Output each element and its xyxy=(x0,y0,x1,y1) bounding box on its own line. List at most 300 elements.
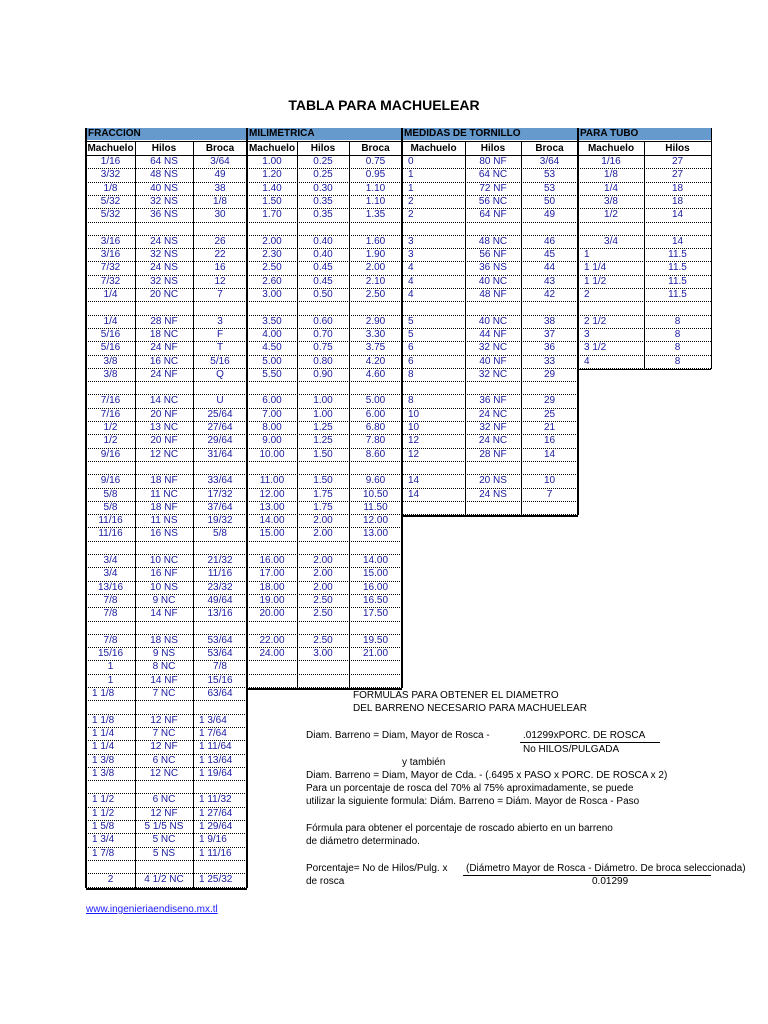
milimetrica_rows-cell: 14.00 xyxy=(259,515,285,527)
milimetrica_rows-cell: 3.75 xyxy=(365,342,386,354)
fraccion-left-border xyxy=(85,128,87,888)
milimetrica_rows-cell: 0.60 xyxy=(313,315,333,327)
fraccion-right-border xyxy=(246,128,248,888)
tornillo_rows-cell: 42 xyxy=(543,289,556,300)
milimetrica_rows-cell: 19.00 xyxy=(259,594,285,606)
milimetrica-right-border xyxy=(401,128,403,688)
formula-5-numerator: (Diámetro Mayor de Rosca - Diámetro. De broca seleccionada) xyxy=(466,863,746,874)
fraccion_rows-cell xyxy=(193,622,247,635)
fraccion_rows-cell: 7/8 xyxy=(213,661,227,673)
fraccion_rows-cell xyxy=(86,382,135,395)
fraccion_rows-cell: 29/64 xyxy=(207,435,233,447)
tornillo_rows-cell: 14 xyxy=(408,488,420,500)
fraccion_rows-cell: 24 NS xyxy=(150,235,178,247)
tornillo_rows-cell: 24 NS xyxy=(479,488,507,500)
fraccion_rows-cell: 1 3/8 xyxy=(92,767,115,779)
tubo_rows-cell xyxy=(578,302,644,315)
fraccion_rows-cell: 49/64 xyxy=(207,594,233,606)
tubo_rows-cell xyxy=(644,302,711,315)
fraccion_rows-cell: 19/32 xyxy=(207,515,233,527)
tornillo_rows-cell: 64 NF xyxy=(479,209,507,221)
tubo_rows-cell: 3/8 xyxy=(604,195,618,207)
tubo_rows-cell: 1/2 xyxy=(604,209,618,221)
milimetrica_rows-cell: 0.35 xyxy=(313,209,333,221)
milimetrica_rows-cell: 6.00 xyxy=(262,395,282,407)
formula-1-numerator: .01299xPORC. DE ROSCA xyxy=(523,730,646,741)
tornillo_rows-cell: 56 NC xyxy=(478,195,508,207)
fraccion_rows-cell: 5/8 xyxy=(103,488,118,500)
tornillo_rows-cell xyxy=(465,223,521,236)
fraccion_rows-cell xyxy=(86,542,135,555)
tornillo_rows-cell: 7 xyxy=(546,488,553,500)
tubo_rows-cell: 1 xyxy=(584,249,590,261)
milimetrica_rows-cell: 0.40 xyxy=(313,249,333,261)
milimetrica_rows-cell: 16.00 xyxy=(362,581,389,593)
fraccion_rows-cell xyxy=(193,382,247,395)
tornillo_rows-cell: 2 xyxy=(408,195,414,207)
tornillo_rows-cell: 40 NC xyxy=(478,315,508,327)
formula-3-line-1: Para un porcentaje de rosca del 70% al 75% aproximadamente, se puede xyxy=(306,783,634,794)
fraccion_rows-cell: 1 29/64 xyxy=(199,821,233,832)
fraccion_rows-cell: 13 NC xyxy=(149,422,179,433)
milimetrica_rows-cell: 4.20 xyxy=(365,355,386,367)
milimetrica_rows-cell: 10.00 xyxy=(259,448,285,460)
tornillo_rows-cell: 4 xyxy=(408,289,414,300)
milimetrica_rows-cell: 0.30 xyxy=(313,182,333,194)
milimetrica_rows-cell: 0.45 xyxy=(313,262,333,274)
fraccion-col-divider xyxy=(193,142,194,888)
fraccion_rows-cell: 38 xyxy=(214,182,226,194)
tornillo_rows-cell xyxy=(521,302,578,315)
tornillo_rows-cell xyxy=(402,382,465,395)
fraccion_rows-cell: 5/8 xyxy=(213,528,227,540)
fraccion_rows-cell: 32 NS xyxy=(150,249,178,261)
fraccion_rows-cell: 18 NS xyxy=(150,634,178,646)
milimetrica_rows-cell xyxy=(297,622,349,635)
tubo-bottom-border xyxy=(578,369,711,370)
fraccion_rows-cell: 1 1/2 xyxy=(92,794,115,806)
tornillo_rows-cell: 56 NF xyxy=(479,249,507,261)
milimetrica_rows-cell: 4.60 xyxy=(365,368,386,380)
tornillo_rows-cell: 6 xyxy=(408,355,414,367)
column-header-torn-2: Broca xyxy=(535,143,564,154)
website-link[interactable]: www.ingenieriaendiseno.mx.tl xyxy=(86,904,218,915)
fraccion_rows-cell: 18 NF xyxy=(150,501,178,513)
fraccion_rows-cell xyxy=(135,223,193,236)
fraccion_rows-cell: 1 11/64 xyxy=(199,741,232,753)
tubo_rows-cell: 27 xyxy=(671,156,684,167)
milimetrica_rows-cell: 14.00 xyxy=(362,555,389,566)
tornillo_rows-cell xyxy=(402,502,465,515)
column-header-tubo-1: Hilos xyxy=(665,143,690,154)
fraccion_rows-cell xyxy=(193,302,247,315)
milimetrica_rows-cell: 0.70 xyxy=(313,328,333,340)
fraccion_rows-cell: 16 NC xyxy=(149,355,179,367)
fraccion_rows-cell: 1 13/64 xyxy=(199,754,233,766)
fraccion_rows-cell: 24 NF xyxy=(150,368,178,380)
fraccion_rows-cell: 7/8 xyxy=(103,594,118,606)
column-header-torn-1: Hilos xyxy=(480,143,506,154)
fraccion_rows-cell: 1 1/8 xyxy=(92,714,115,726)
fraccion_rows-cell: 12 NF xyxy=(150,741,178,753)
fraccion_rows-cell: 24 NS xyxy=(150,262,178,274)
formula-1-left: Diam. Barreno = Diam, Mayor de Rosca - xyxy=(306,730,490,741)
tubo_rows-cell: 18 xyxy=(671,182,684,194)
tornillo_rows-cell: 16 xyxy=(543,435,556,447)
fraccion_rows-cell xyxy=(135,462,193,475)
milimetrica_rows-cell xyxy=(297,675,349,688)
milimetrica_rows-cell xyxy=(349,462,402,475)
fraccion_rows-cell: 7/32 xyxy=(100,262,121,274)
milimetrica_rows-cell: 0.75 xyxy=(365,156,386,167)
milimetrica_rows-cell: 22.00 xyxy=(259,634,285,646)
fraccion_rows-cell: 3/4 xyxy=(103,555,118,566)
fraccion_rows-cell: 1 25/32 xyxy=(199,874,233,886)
fraccion_rows-cell: 1 xyxy=(107,674,114,686)
milimetrica_rows-cell xyxy=(247,661,297,674)
milimetrica_rows-cell xyxy=(349,661,402,674)
milimetrica_rows-cell: 3.00 xyxy=(313,648,333,660)
fraccion_rows-cell: 7/16 xyxy=(100,395,121,407)
fraccion_rows-cell: 31/64 xyxy=(207,448,233,460)
tornillo_rows-cell xyxy=(402,462,465,475)
milimetrica_rows-cell xyxy=(247,542,297,555)
tornillo_rows-cell: 53 xyxy=(543,169,556,181)
fraccion_rows-cell: 1 19/64 xyxy=(199,767,233,779)
formula-1-fraction-bar xyxy=(520,742,660,743)
page-title: TABLA PARA MACHUELEAR xyxy=(288,97,480,113)
milimetrica_rows-cell: 1.70 xyxy=(262,209,282,221)
fraccion_rows-cell: 7/32 xyxy=(100,275,121,287)
fraccion_rows-cell: 24 NF xyxy=(150,342,178,354)
tornillo_rows-cell xyxy=(465,382,521,395)
tornillo_rows-cell: 29 xyxy=(543,395,556,407)
fraccion_rows-cell: 13/16 xyxy=(207,608,233,620)
milimetrica_rows-cell xyxy=(349,223,402,236)
tornillo_rows-cell: 48 NC xyxy=(478,235,508,247)
milimetrica_rows-cell: 5.00 xyxy=(262,355,282,367)
tubo-right-border xyxy=(711,128,712,369)
tubo_rows-cell: 8 xyxy=(674,355,681,367)
fraccion_rows-cell: 11/16 xyxy=(98,528,123,540)
fraccion_rows-cell xyxy=(193,781,247,794)
fraccion_rows-cell: 1/8 xyxy=(103,182,118,194)
fraccion_rows-cell: 1 11/32 xyxy=(199,794,232,806)
tornillo_rows-cell xyxy=(465,302,521,315)
fraccion_rows-cell xyxy=(193,462,247,475)
fraccion_rows-cell: 53/64 xyxy=(207,634,233,646)
milimetrica_rows-cell: 1.00 xyxy=(313,408,333,420)
tornillo-bottom-border xyxy=(402,515,578,517)
tornillo_rows-cell: 28 NF xyxy=(479,448,507,460)
milimetrica_rows-cell: 12.00 xyxy=(362,515,389,527)
fraccion_rows-cell: 18 NC xyxy=(149,328,179,340)
milimetrica_rows-cell: 17.00 xyxy=(259,568,285,580)
tornillo_rows-cell xyxy=(465,502,521,515)
fraccion_rows-cell: 2 xyxy=(107,874,114,886)
fraccion_rows-cell xyxy=(86,701,135,714)
fraccion_rows-cell: U xyxy=(216,395,224,407)
fraccion_rows-cell: 17/32 xyxy=(207,488,233,500)
fraccion_rows-cell: 48 NS xyxy=(150,169,178,181)
milimetrica_rows-cell xyxy=(297,382,349,395)
fraccion_rows-cell: 14 NF xyxy=(150,608,178,620)
fraccion_rows-cell xyxy=(86,462,135,475)
tubo_rows-cell: 14 xyxy=(671,235,684,247)
tubo-col-divider xyxy=(644,142,645,369)
tubo_rows-cell: 1 1/4 xyxy=(584,262,607,274)
milimetrica_rows-cell: 20.00 xyxy=(259,608,285,620)
tornillo_rows-cell: 33 xyxy=(543,355,556,367)
fraccion_rows-cell: 7/8 xyxy=(103,608,118,620)
tubo_rows-cell: 27 xyxy=(671,169,684,181)
tubo_rows-cell: 8 xyxy=(674,328,681,340)
fraccion_rows-cell: 20 NF xyxy=(150,408,178,420)
tornillo_rows-cell xyxy=(402,302,465,315)
tubo_rows-cell: 11.5 xyxy=(668,289,687,300)
column-header-frac-1: Hilos xyxy=(151,143,177,154)
tornillo_rows-cell: 25 xyxy=(543,408,556,420)
tornillo_rows-cell: 1 xyxy=(408,169,414,181)
fraccion_rows-cell: 6 NC xyxy=(152,754,176,766)
formula-2: Diam. Barreno = Diam, Mayor de Cda. - (.6495 x PASO x PORC. DE ROSCA x 2) xyxy=(306,770,668,781)
milimetrica_rows-cell: 1.00 xyxy=(262,156,282,167)
milimetrica_rows-cell: 2.50 xyxy=(313,594,333,606)
fraccion_rows-cell: 1 7/8 xyxy=(92,847,115,859)
tornillo_rows-cell: 53 xyxy=(543,182,556,194)
milimetrica_rows-cell xyxy=(247,223,297,236)
milimetrica_rows-cell: 2.50 xyxy=(365,289,386,300)
milimetrica_rows-cell: 2.00 xyxy=(262,235,282,247)
milimetrica_rows-cell: 13.00 xyxy=(259,501,285,513)
fraccion_rows-cell: 14 NC xyxy=(149,395,179,407)
fraccion_rows-cell: 20 NF xyxy=(150,435,178,447)
tubo_rows-cell: 1/16 xyxy=(601,156,621,167)
fraccion_rows-cell: 30 xyxy=(214,209,226,221)
fraccion_rows-cell: 3/16 xyxy=(100,249,121,261)
fraccion_rows-cell: 5/32 xyxy=(100,195,121,207)
milimetrica_rows-cell: 1.10 xyxy=(365,195,386,207)
tornillo_rows-cell xyxy=(521,223,578,236)
fraccion_rows-cell: 1/4 xyxy=(103,289,118,300)
fraccion_rows-cell xyxy=(193,223,247,236)
tornillo_rows-cell: 3 xyxy=(408,249,414,261)
milimetrica_rows-cell: 1.40 xyxy=(262,182,282,194)
milimetrica_rows-cell: 5.00 xyxy=(365,395,386,407)
milimetrica_rows-cell: 12.00 xyxy=(259,488,285,500)
milimetrica_rows-cell: 2.60 xyxy=(262,275,282,287)
fraccion_rows-cell: 33/64 xyxy=(207,475,233,487)
fraccion_rows-cell: 6 NC xyxy=(152,794,176,806)
fraccion_rows-cell: 7/16 xyxy=(100,408,121,420)
tornillo_rows-cell: 24 NC xyxy=(478,435,508,447)
fraccion_rows-cell xyxy=(135,302,193,315)
fraccion_rows-cell: 63/64 xyxy=(207,688,233,699)
fraccion_rows-cell: F xyxy=(216,328,224,340)
fraccion_rows-cell xyxy=(86,302,135,315)
milimetrica_rows-cell: 1.00 xyxy=(313,395,333,407)
fraccion_rows-cell: 25/64 xyxy=(207,408,233,420)
milimetrica_rows-cell: 3.30 xyxy=(365,328,386,340)
fraccion_rows-cell: 13/16 xyxy=(97,581,124,593)
tornillo_rows-cell: 36 NS xyxy=(479,262,507,274)
tornillo_rows-cell: 10 xyxy=(408,408,420,420)
tornillo_rows-cell: 43 xyxy=(543,275,556,287)
tornillo_rows-cell xyxy=(402,223,465,236)
fraccion_rows-cell: 10 NC xyxy=(149,555,179,566)
fraccion_rows-cell: 15/16 xyxy=(97,648,124,660)
milimetrica_rows-cell: 1.60 xyxy=(365,235,386,247)
tubo_rows-cell: 2 xyxy=(584,289,590,300)
tubo_rows-cell: 11.5 xyxy=(668,249,687,261)
section-header-milimetrica: MILIMETRICA xyxy=(247,128,402,140)
milimetrica_rows-cell: 8.60 xyxy=(365,448,386,460)
fraccion_rows-cell: 1 5/8 xyxy=(92,821,115,832)
milimetrica_rows-cell: 10.50 xyxy=(362,488,389,500)
fraccion_rows-cell: 1 27/64 xyxy=(199,807,233,819)
formula-5-fraction-bar xyxy=(463,875,711,876)
fraccion_rows-cell xyxy=(193,542,247,555)
tornillo_rows-cell: 48 NF xyxy=(479,289,507,300)
section-header-tubo: PARA TUBO xyxy=(578,128,711,140)
column-header-frac-0: Machuelo xyxy=(87,143,134,154)
milimetrica_rows-cell: 16.50 xyxy=(362,594,389,606)
tubo_rows-cell: 2 1/2 xyxy=(584,315,607,327)
milimetrica_rows-cell: 0.50 xyxy=(313,289,333,300)
fraccion_rows-cell: 37/64 xyxy=(207,501,233,513)
tubo_rows-cell: 14 xyxy=(671,209,684,221)
fraccion_rows-cell: 5/16 xyxy=(210,355,230,367)
milimetrica_rows-cell: 0.95 xyxy=(365,169,386,181)
milimetrica_rows-cell: 1.50 xyxy=(313,448,333,460)
fraccion_rows-cell: 20 NC xyxy=(149,289,179,300)
tubo_rows-cell: 8 xyxy=(674,315,681,327)
formula-3-line-2: utilizar la siguiente formula: Diám. Barreno = Diám. Mayor de Rosca - Paso xyxy=(306,796,640,807)
milimetrica_rows-cell: 1.75 xyxy=(313,501,333,513)
fraccion_rows-cell: 1 1/4 xyxy=(92,727,115,739)
fraccion_rows-cell: 5 NS xyxy=(152,847,176,859)
milimetrica_rows-cell: 2.10 xyxy=(365,275,386,287)
milimetrica_rows-cell: 2.90 xyxy=(365,315,386,327)
milimetrica_rows-cell: 7.00 xyxy=(262,408,282,420)
fraccion_rows-cell: 16 NS xyxy=(150,528,178,540)
milimetrica_rows-cell: 16.00 xyxy=(259,555,285,566)
fraccion_rows-cell: 27/64 xyxy=(207,422,233,433)
tornillo_rows-cell: 4 xyxy=(408,275,414,287)
fraccion_rows-cell: 36 NS xyxy=(150,209,178,221)
tornillo_rows-cell: 40 NC xyxy=(478,275,508,287)
tornillo_rows-cell xyxy=(521,382,578,395)
fraccion_rows-cell: 3/8 xyxy=(103,368,118,380)
fraccion_rows-cell xyxy=(135,701,193,714)
fraccion_rows-cell xyxy=(135,542,193,555)
milimetrica_rows-cell: 11.50 xyxy=(363,501,388,513)
fraccion_rows-cell: 11 NC xyxy=(150,488,178,500)
milimetrica_rows-cell: 5.50 xyxy=(262,368,282,380)
section-header-fraccion: FRACCION xyxy=(86,128,247,140)
formula-4-line-2: de diámetro determinado. xyxy=(306,836,420,847)
fraccion_rows-cell: 11 NS xyxy=(150,515,178,527)
fraccion_rows-cell: 11/16 xyxy=(98,515,123,527)
fraccion_rows-cell: 1 3/4 xyxy=(92,834,115,846)
milimetrica_rows-cell xyxy=(297,302,349,315)
milimetrica_rows-cell: 6.80 xyxy=(365,422,386,433)
fraccion_rows-cell xyxy=(86,781,135,794)
tornillo_rows-cell: 37 xyxy=(543,328,556,340)
fraccion_rows-cell xyxy=(135,781,193,794)
milimetrica_rows-cell: 2.00 xyxy=(313,581,333,593)
fraccion_rows-cell: 5 NC xyxy=(152,834,176,846)
milimetrica_rows-cell: 2.00 xyxy=(313,528,333,540)
fraccion_rows-cell: 53/64 xyxy=(207,648,233,660)
tornillo_rows-cell: 72 NF xyxy=(479,182,507,194)
tornillo_rows-cell: 64 NC xyxy=(478,169,508,181)
fraccion_rows-cell: 1 11/16 xyxy=(199,847,232,859)
tornillo_rows-cell: 50 xyxy=(543,195,556,207)
fraccion_rows-cell xyxy=(86,223,135,236)
milimetrica_rows-cell: 1.75 xyxy=(313,488,333,500)
fraccion_rows-cell: 28 NF xyxy=(150,315,178,327)
tornillo_rows-cell: 5 xyxy=(408,315,414,327)
fraccion_rows-cell: 3/32 xyxy=(100,169,121,181)
milimetrica_rows-cell: 1.20 xyxy=(262,169,282,181)
fraccion_rows-cell: 26 xyxy=(214,235,226,247)
tubo_rows-cell: 3 xyxy=(584,328,590,340)
milimetrica_rows-cell: 2.50 xyxy=(262,262,282,274)
fraccion_rows-cell: 1 1/2 xyxy=(92,807,115,819)
fraccion_rows-cell xyxy=(135,622,193,635)
fraccion_rows-cell: 12 NC xyxy=(149,767,179,779)
milimetrica_rows-cell xyxy=(349,542,402,555)
fraccion_rows-cell: 1/16 xyxy=(100,156,121,167)
tubo_rows-cell: 1 1/2 xyxy=(584,275,607,287)
fraccion_rows-cell: 18 NF xyxy=(150,475,178,487)
milimetrica_rows-cell: 2.00 xyxy=(313,555,333,566)
tornillo_rows-cell: 46 xyxy=(543,235,556,247)
column-header-divider xyxy=(86,155,711,156)
fraccion_rows-cell: 21/32 xyxy=(207,555,233,566)
tornillo_rows-cell: 20 NS xyxy=(479,475,507,487)
milimetrica_rows-cell: 7.80 xyxy=(365,435,386,447)
formula-5-denominator: 0.01299 xyxy=(592,876,629,887)
milimetrica_rows-cell xyxy=(297,542,349,555)
fraccion_rows-cell: 40 NS xyxy=(150,182,178,194)
fraccion_rows-cell: 9/16 xyxy=(100,448,121,460)
fraccion_rows-cell: 32 NS xyxy=(150,275,178,287)
milimetrica_rows-cell xyxy=(247,302,297,315)
fraccion_rows-cell: 3/4 xyxy=(103,568,118,580)
milimetrica_rows-cell: 18.00 xyxy=(259,581,285,593)
fraccion_rows-cell: Q xyxy=(216,368,224,380)
milimetrica_rows-cell: 0.25 xyxy=(313,156,333,167)
tornillo_rows-cell: 40 NF xyxy=(479,355,507,367)
fraccion_rows-cell: 12 xyxy=(214,275,226,287)
tubo_rows-cell: 8 xyxy=(674,342,681,354)
tubo_rows-cell: 3/4 xyxy=(604,235,618,247)
milimetrica_rows-cell: 6.00 xyxy=(365,408,386,420)
formulas-heading-2: DEL BARRENO NECESARIO PARA MACHUELEAR xyxy=(353,703,587,714)
milimetrica_rows-cell: 1.35 xyxy=(365,209,386,221)
tubo_rows-cell: 4 xyxy=(584,355,590,367)
tornillo_rows-cell: 3 xyxy=(408,235,414,247)
fraccion_rows-cell: 7/8 xyxy=(103,634,118,646)
tornillo_rows-cell: 6 xyxy=(408,342,414,354)
milimetrica-col-divider xyxy=(297,142,298,688)
milimetrica_rows-cell: 2.00 xyxy=(313,568,333,580)
tornillo_rows-cell: 36 xyxy=(543,342,556,354)
column-header-tubo-0: Machuelo xyxy=(587,143,635,154)
fraccion_rows-cell: 5 1/5 NS xyxy=(144,821,184,832)
